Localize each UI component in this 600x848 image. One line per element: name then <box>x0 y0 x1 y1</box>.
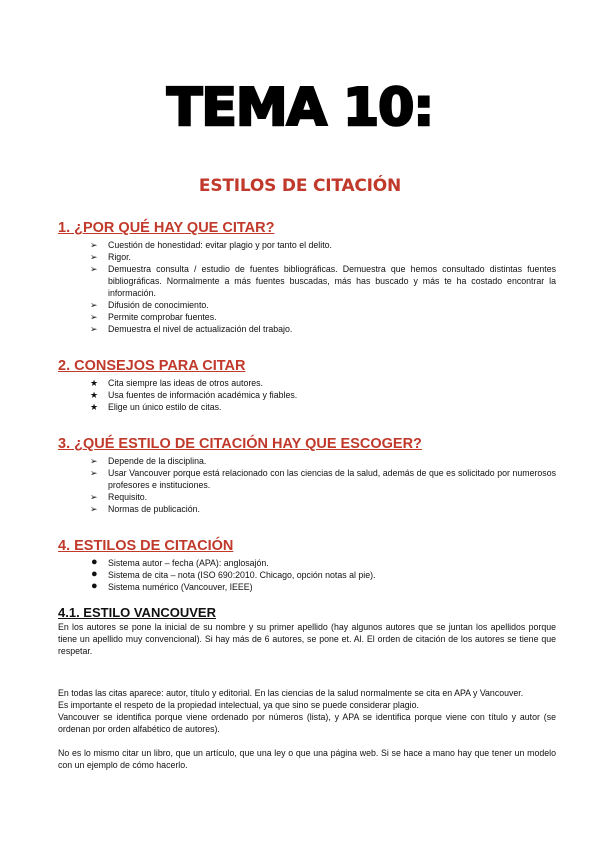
dot-bullet-icon: ● <box>91 556 98 568</box>
section-list <box>58 455 556 515</box>
list-item: ➢ Rigor. <box>90 252 131 262</box>
paragraph: Es importante el respeto de la propiedad intelectual, ya que sino se puede considerar plagio. <box>58 700 419 710</box>
list-item: ➢ Demuestra el nivel de actualización del trabajo. <box>90 324 293 334</box>
page-title: TEMA 10: <box>166 78 434 138</box>
arrow-bullet-icon: ➢ <box>90 240 98 250</box>
dot-bullet-icon: ● <box>91 580 98 592</box>
document-body <box>58 219 556 771</box>
list-item: ● Sistema numérico (Vancouver, IEEE) <box>91 580 253 592</box>
arrow-bullet-icon: ➢ <box>90 312 98 322</box>
page-subtitle: ESTILOS DE CITACIÓN <box>198 176 402 196</box>
list-item: ★ Usa fuentes de información académica y fiables. <box>90 390 298 400</box>
section-heading: 3. ¿QUÉ ESTILO DE CITACIÓN HAY QUE ESCOGER? <box>58 436 422 452</box>
section-heading: 1. ¿POR QUÉ HAY QUE CITAR? <box>58 220 275 236</box>
section-heading: 4. ESTILOS DE CITACIÓN <box>58 538 234 554</box>
list-item: ➢ Requisito. <box>90 492 148 502</box>
arrow-bullet-icon: ➢ <box>90 504 98 514</box>
dot-bullet-icon: ● <box>91 568 98 580</box>
section-list <box>58 239 556 335</box>
section-list <box>58 557 556 593</box>
star-bullet-icon: ★ <box>90 402 99 412</box>
arrow-bullet-icon: ➢ <box>90 324 98 334</box>
paragraph: No es lo mismo citar un libro, que un artículo, que una ley o que una página web. Si se hace a mano hay que tener un modelo con un ejemplo de cómo hacerlo. <box>58 748 556 770</box>
list-item: ➢ Usar Vancouver porque está relacionado con las ciencias de la salud, además de que es solicitado por numerosos profesores e instituciones. <box>90 468 556 490</box>
paragraph: En los autores se pone la inicial de su nombre y su primer apellido (hay algunos autores que se juntan los apellidos porque tiene un apellido muy convencional). Si hay más de 6 autores, se pone et. Al. El orden de citación de los autores se tiene que respetar. <box>58 622 556 656</box>
list-item: ★ Elige un único estilo de citas. <box>90 402 222 412</box>
list-item: ● Sistema autor – fecha (APA): anglosajón. <box>91 556 269 568</box>
list-item: ★ Cita siempre las ideas de otros autores. <box>90 378 263 388</box>
list-item: ➢ Difusión de conocimiento. <box>90 300 209 310</box>
arrow-bullet-icon: ➢ <box>90 252 98 262</box>
list-item: ● Sistema de cita – nota (ISO 690:2010. Chicago, opción notas al pie). <box>91 568 376 580</box>
section-heading: 2. CONSEJOS PARA CITAR <box>58 358 246 374</box>
paragraph: Vancouver se identifica porque viene ordenado por números (lista), y APA se identifica porque viene con título y autor (se ordenan por orden alfabético de autores). <box>58 712 556 734</box>
star-bullet-icon: ★ <box>90 390 99 400</box>
star-bullet-icon: ★ <box>90 378 99 388</box>
section-list <box>58 377 556 413</box>
list-item: ➢ Normas de publicación. <box>90 504 200 514</box>
list-item: ➢ Cuestión de honestidad: evitar plagio y por tanto el delito. <box>90 240 332 250</box>
arrow-bullet-icon: ➢ <box>90 264 98 274</box>
arrow-bullet-icon: ➢ <box>90 300 98 310</box>
arrow-bullet-icon: ➢ <box>90 492 98 502</box>
list-item: ➢ Demuestra consulta / estudio de fuentes bibliográficas. Demuestra que hemos consultado distintas fuentes bibliográficas. Normalmente a más fuentes buscadas, más has buscado y más te ha costado encontrar la información. <box>90 264 556 298</box>
arrow-bullet-icon: ➢ <box>90 468 98 478</box>
paragraph: En todas las citas aparece: autor, título y editorial. En las ciencias de la salud normalmente se cita en APA y Vancouver. <box>58 688 524 698</box>
list-item: ➢ Permite comprobar fuentes. <box>90 312 217 322</box>
subsection-heading: 4.1. ESTILO VANCOUVER <box>58 605 216 620</box>
arrow-bullet-icon: ➢ <box>90 456 98 466</box>
list-item: ➢ Depende de la disciplina. <box>90 456 207 466</box>
